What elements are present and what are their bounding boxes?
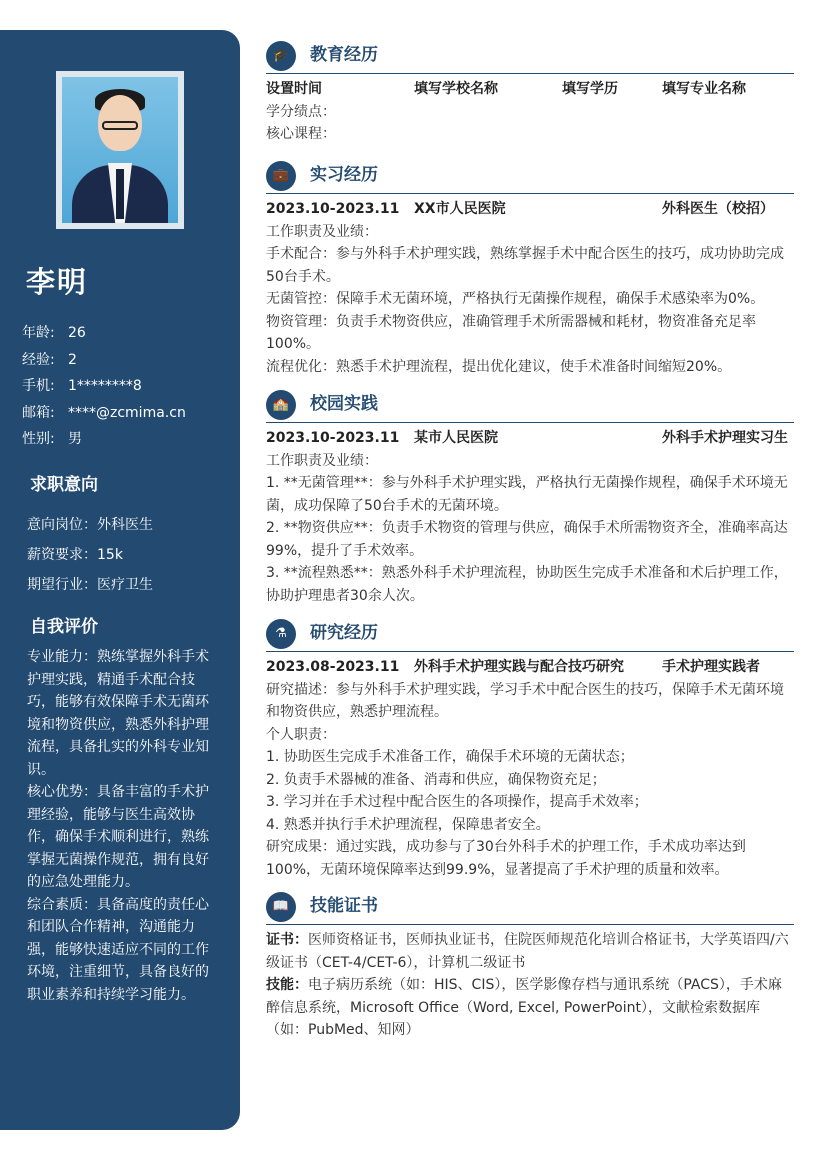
info-label: 经验: [22,351,55,368]
info-value: 男 [68,431,82,447]
campus-line: 3. **流程熟悉**：熟悉外科手术护理流程，协助医生完成手术准备和术后护理工作，协助护理患者30余人次。 [266,565,788,604]
campus-role: 外科手术护理实习生 [662,430,788,446]
intern-line: 手术配合：参与外科手术护理实践，熟练掌握手术中配合医生的技巧，成功协助完成50台手术。 [266,246,784,285]
research-line: 个人职责： [266,726,336,743]
campus-org: 某市人民医院 [414,430,498,446]
research-topic: 外科手术护理实践与配合技巧研究 [414,659,624,675]
intern-line: 流程优化：熟悉手术护理流程，提出优化建议，使手术准备时间缩短20%。 [266,358,732,375]
edu-school: 填写学校名称 [414,81,498,97]
campus-time: 2023.10-2023.11 [266,430,400,446]
edu-degree: 填写学历 [562,81,618,97]
section-title: 校园实践 [310,394,378,414]
intent-item: 薪资要求：15k [27,547,123,563]
internship-section [266,160,794,378]
edu-line: 核心课程： [266,126,336,142]
skill-text: 电子病历系统（如：HIS、CIS），医学影像存档与通讯系统（PACS），手术麻醉信息系统，Microsoft Office（Word, Excel, PowerPoint），文献检索数据库（如：PubMed、知网） [266,977,782,1038]
edu-major: 填写专业名称 [662,81,746,97]
intern-line: 物资管理：负责手术物资供应，准确管理手术所需器械和耗材，物资准备充足率100%。 [266,313,756,352]
campus-line: 1. **无菌管理**：参与外科手术护理实践，严格执行无菌操作规程，确保手术环境无菌，成功保障了50台手术的无菌环境。 [266,475,788,514]
research-section [266,618,794,881]
basic-info [22,320,186,453]
info-label: 邮箱: [22,404,55,421]
self-eval-para: 专业能力：熟练掌握外科手术护理实践，精通手术配合技巧，能够有效保障手术无菌环境和物资供应，熟悉外科护理流程，具备扎实的外科专业知识。 [27,649,209,778]
intern-role: 外科医生（校招） [662,201,774,217]
edu-line: 学分绩点： [266,103,336,120]
campus-line: 工作职责及业绩： [266,452,378,469]
section-title: 技能证书 [310,896,378,916]
flask-icon: ⚗ [266,619,296,649]
briefcase-icon: 💼 [266,161,296,191]
skill-label: 技能： [266,977,308,993]
self-eval-text [27,646,217,1006]
section-title: 教育经历 [310,45,378,65]
research-line: 2. 负责手术器械的准备、消毒和供应，确保物资充足； [266,771,606,788]
research-time: 2023.08-2023.11 [266,659,400,675]
intent-title: 求职意向 [30,475,98,495]
campus-section [266,389,794,607]
education-section [266,40,794,146]
book-icon: 📖 [266,892,296,922]
research-line: 1. 协助医生完成手术准备工作，确保手术环境的无菌状态； [266,749,634,765]
building-icon: 🏫 [266,390,296,420]
self-eval-para: 核心优势：具备丰富的手术护理经验，能够与医生高效协作，确保手术顺利进行，熟练掌握无菌操作规范，拥有良好的应急处理能力。 [27,784,209,890]
sidebar [0,30,240,1130]
info-label: 手机: [22,378,55,394]
skills-section [266,891,794,1042]
info-value: 2 [68,351,77,368]
section-title: 研究经历 [310,623,378,643]
research-line: 3. 学习并在手术过程中配合医生的各项操作，提高手术效率； [266,794,648,810]
self-eval-title: 自我评价 [30,617,98,637]
intern-org: XX市人民医院 [414,201,506,217]
info-label: 性别: [22,431,55,447]
section-title: 实习经历 [310,165,378,185]
research-line: 4. 熟悉并执行手术护理流程，保障患者安全。 [266,816,550,833]
research-line: 研究描述：参与外科手术护理实践，学习手术中配合医生的技巧，保障手术无菌环境和物资供应，熟悉护理流程。 [266,681,784,720]
intent-list [27,510,153,600]
intern-line: 工作职责及业绩： [266,223,378,240]
graduation-cap-icon: 🎓 [266,41,296,71]
research-line: 研究成果：通过实践，成功参与了30台外科手术的护理工作，手术成功率达到100%，无菌环境保障率达到99.9%，显著提高了手术护理的质量和效率。 [266,839,746,878]
cert-text: 医师资格证书，医师执业证书，住院医师规范化培训合格证书，大学英语四/六级证书（CET-4/CET-6），计算机二级证书 [266,932,789,971]
research-role: 手术护理实践者 [662,659,760,675]
edu-time: 设置时间 [266,81,322,97]
intent-item: 期望行业：医疗卫生 [27,577,153,593]
profile-photo [56,71,184,229]
info-label: 年龄: [22,325,55,341]
info-value: 1********8 [68,378,142,394]
intern-time: 2023.10-2023.11 [266,201,400,217]
candidate-name: 李明 [26,265,89,299]
skill-line [266,974,794,1042]
cert-label: 证书： [266,932,308,948]
info-value: ****@zcmima.cn [68,404,186,421]
campus-line: 2. **物资供应**：负责手术物资的管理与供应，确保手术所需物资齐全，准确率高达99%，提升了手术效率。 [266,520,788,559]
info-value: 26 [68,325,86,341]
intent-item: 意向岗位：外科医生 [27,517,153,533]
intern-line: 无菌管控：保障手术无菌环境，严格执行无菌操作规程，确保手术感染率为0%。 [266,291,765,307]
cert-line [266,929,794,974]
self-eval-para: 综合素质：具备高度的责任心和团队合作精神，沟通能力强，能够快速适应不同的工作环境，注重细节，具备良好的职业素养和持续学习能力。 [27,896,209,1003]
